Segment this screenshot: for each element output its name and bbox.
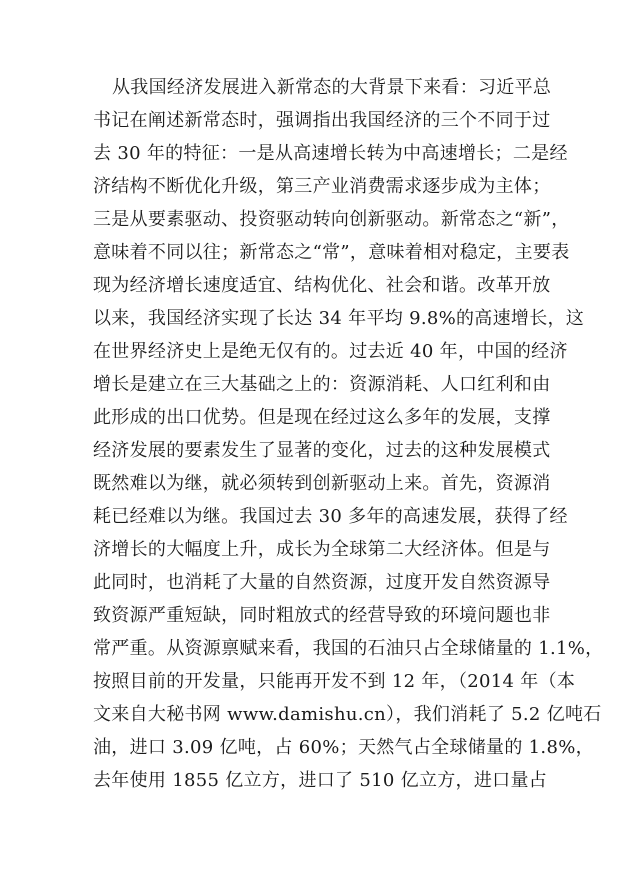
text-line: 在世界经济史上是绝无仅有的。过去近 40 年，中国的经济: [93, 341, 568, 362]
text-line: 按照目前的开发量，只能再开发不到 12 年，（2014 年（本: [93, 671, 576, 692]
text-line: 济增长的大幅度上升，成长为全球第二大经济体。但是与: [93, 539, 551, 560]
text-line: 以来，我国经济实现了长达 34 年平均 9.8%的高速增长，这: [93, 308, 585, 329]
text-line: 济结构不断优化升级，第三产业消费需求逐步成为主体；: [93, 176, 551, 197]
text-line: 现为经济增长速度适宜、结构优化、社会和谐。改革开放: [93, 275, 551, 296]
text-line: 致资源严重短缺，同时粗放式的经营导致的环境问题也非: [93, 605, 551, 626]
text-line: 经济发展的要素发生了显著的变化，过去的这种发展模式: [93, 440, 551, 461]
text-line: 此形成的出口优势。但是现在经过这么多年的发展，支撑: [93, 407, 551, 428]
text-line: 去年使用 1855 亿立方，进口了 510 亿立方，进口量占: [93, 770, 548, 791]
text-line: 油，进口 3.09 亿吨，占 60%；天然气占全球储量的 1.8%，: [93, 737, 594, 758]
text-line: 意味着不同以往；新常态之“常”，意味着相对稳定，主要表: [93, 242, 570, 263]
text-line: 增长是建立在三大基础之上的：资源消耗、人口红利和由: [93, 374, 551, 395]
text-line: 常严重。从资源禀赋来看，我国的石油只占全球储量的 1.1%，: [93, 638, 604, 659]
text-line: 去 30 年的特征：一是从高速增长转为中高速增长；二是经: [93, 143, 568, 164]
text-line: 书记在阐述新常态时，强调指出我国经济的三个不同于过: [93, 110, 551, 131]
text-line: 耗已经难以为继。我国过去 30 多年的高速发展，获得了经: [93, 506, 568, 527]
text-line: 从我国经济发展进入新常态的大背景下来看：习近平总: [112, 77, 552, 98]
text-line: 既然难以为继，就必须转到创新驱动上来。首先，资源消: [93, 473, 551, 494]
text-line: 三是从要素驱动、投资驱动转向创新驱动。新常态之“新”，: [93, 209, 570, 230]
text-line: 此同时，也消耗了大量的自然资源，过度开发自然资源导: [93, 572, 551, 593]
text-line: 文来自大秘书网 www.damishu.cn），我们消耗了 5.2 亿吨石: [93, 704, 602, 725]
